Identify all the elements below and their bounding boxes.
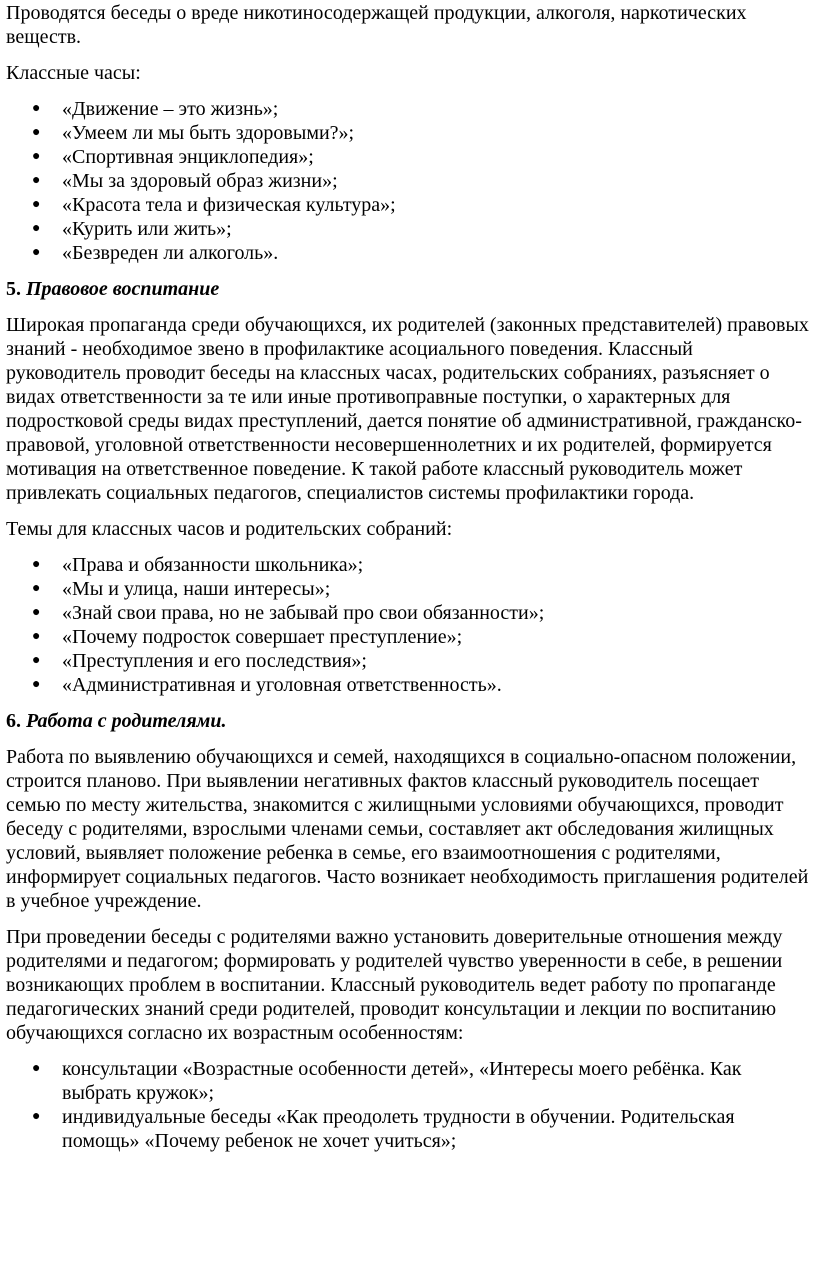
list-item — [32, 169, 802, 193]
section-5-topics-list — [6, 553, 816, 697]
bullet-icon: ● — [32, 173, 41, 188]
bullet-icon: ● — [32, 653, 41, 668]
bullet-icon: ● — [32, 557, 41, 572]
list-item-text: «Знай свои права, но не забывай про свои обязанности»; — [62, 602, 545, 624]
list-item — [32, 1105, 802, 1153]
bullet-icon: ● — [32, 581, 41, 596]
bullet-icon: ● — [32, 1109, 41, 1124]
intro-paragraph: Проводятся беседы о вреде никотиносодержащей продукции, алкоголя, наркотических веществ. — [6, 2, 747, 48]
list-item — [32, 241, 802, 265]
section-6-activities-list — [6, 1057, 816, 1153]
section-6-paragraph-2: При проведении беседы с родителями важно установить доверительные отношения между родителями и педагогом; формировать у родителей чувство уверенности в себе, в решении возникающих проблем в воспитании. Классный руководитель ведет работу по пропаганде педагогических знаний среди родителей, проводит консультации и лекции по воспитанию обучающихся согласно их возрастным особенностям: — [6, 926, 783, 1044]
list-item-text: «Безвреден ли алкоголь». — [62, 242, 279, 264]
bullet-icon: ● — [32, 605, 41, 620]
list-item-text: «Мы и улица, наши интересы»; — [62, 578, 331, 600]
section-6-heading — [6, 709, 816, 733]
list-item — [32, 601, 802, 625]
class-hours-label: Классные часы: — [6, 62, 141, 84]
section-5-heading — [6, 277, 816, 301]
list-item — [32, 649, 802, 673]
list-item — [32, 625, 802, 649]
list-item-text: «Преступления и его последствия»; — [62, 650, 367, 672]
section-5-paragraph: Широкая пропаганда среди обучающихся, их родителей (законных представителей) правовых знаний - необходимое звено в профилактике асоциального поведения. Классный руководитель проводит беседы на классных часах, родительских собраниях, разъясняет о видах ответственности за те или иные противоправные поступки, о характерных для подростковой среды видах преступлений, дается понятие об административной, гражданско-правовой, уголовной ответственности несовершеннолетних и их родителей, формируется мотивация на ответственное поведение. К такой работе классный руководитель может привлекать социальных педагогов, специалистов системы профилактики города. — [6, 314, 809, 504]
bullet-icon: ● — [32, 221, 41, 236]
bullet-icon: ● — [32, 1061, 41, 1076]
list-item — [32, 193, 802, 217]
list-item-text: «Права и обязанности школьника»; — [62, 554, 364, 576]
list-item-text: «Красота тела и физическая культура»; — [62, 194, 396, 216]
list-item — [32, 121, 802, 145]
bullet-icon: ● — [32, 245, 41, 260]
bullet-icon: ● — [32, 629, 41, 644]
bullet-icon: ● — [32, 149, 41, 164]
list-item — [32, 1057, 802, 1105]
list-item — [32, 577, 802, 601]
list-item — [32, 217, 802, 241]
section-5-topics-label: Темы для классных часов и родительских собраний: — [6, 518, 453, 540]
list-item-text: «Спортивная энциклопедия»; — [62, 146, 314, 168]
section-6-title: Работа с родителями. — [26, 710, 227, 732]
section-5-title: Правовое воспитание — [26, 278, 220, 300]
list-item-text: «Почему подросток совершает преступление»; — [62, 626, 463, 648]
list-item — [32, 553, 802, 577]
list-item-text: консультации «Возрастные особенности детей», «Интересы моего ребёнка. Как выбрать кружок»; — [62, 1058, 742, 1104]
list-item — [32, 97, 802, 121]
bullet-icon: ● — [32, 125, 41, 140]
list-item-text: «Движение – это жизнь»; — [62, 98, 279, 120]
class-hours-list — [6, 97, 816, 265]
section-6-number: 6. — [6, 710, 21, 732]
list-item — [32, 145, 802, 169]
list-item — [32, 673, 802, 697]
list-item-text: «Умеем ли мы быть здоровыми?»; — [62, 122, 355, 144]
section-5-number: 5. — [6, 278, 21, 300]
bullet-icon: ● — [32, 101, 41, 116]
section-6-paragraph-1: Работа по выявлению обучающихся и семей, находящихся в социально-опасном положении, строится планово. При выявлении негативных фактов классный руководитель посещает семью по месту жительства, знакомится с жилищными условиями обучающихся, проводит беседу с родителями, взрослыми членами семьи, составляет акт обследования жилищных условий, выявляет положение ребенка в семье, его взаимоотношения с родителями, информирует социальных педагогов. Часто возникает необходимость приглашения родителей в учебное учреждение. — [6, 746, 809, 912]
bullet-icon: ● — [32, 677, 41, 692]
list-item-text: индивидуальные беседы «Как преодолеть трудности в обучении. Родительская помощь» «Почему ребенок не хочет учиться»; — [62, 1106, 735, 1152]
list-item-text: «Курить или жить»; — [62, 218, 232, 240]
bullet-icon: ● — [32, 197, 41, 212]
list-item-text: «Административная и уголовная ответственность». — [62, 674, 502, 696]
list-item-text: «Мы за здоровый образ жизни»; — [62, 170, 338, 192]
